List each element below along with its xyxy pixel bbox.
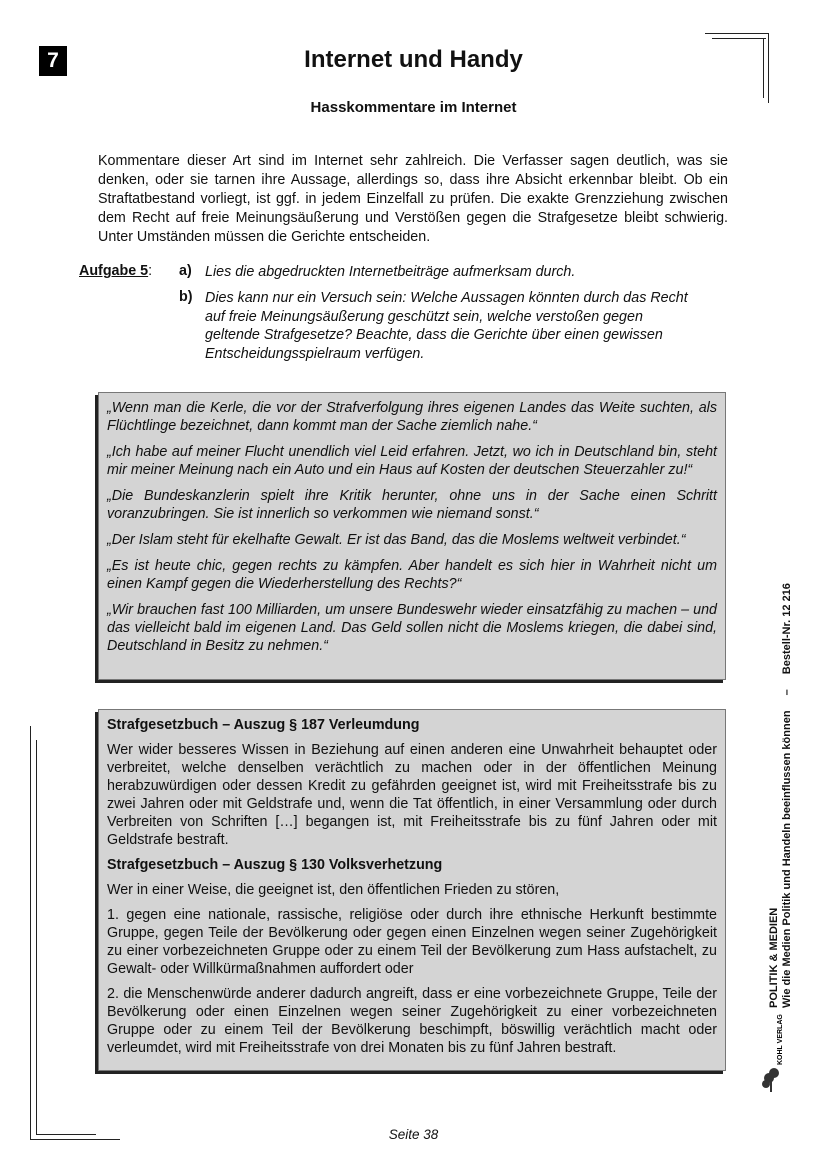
quote-item: „Ich habe auf meiner Flucht unendlich viel Leid erfahren. Jetzt, wo ich in Deutschland bin, steht mir meiner Meinung nach ein Auto und ein Haus auf Kosten der deutschen Steuerzahler zu!“ — [107, 444, 717, 478]
task-label-text: Aufgabe 5 — [79, 263, 149, 279]
law-text-130-intro: Wer in einer Weise, die geeignet ist, den öffentlichen Frieden zu stören, — [107, 882, 560, 898]
frame-left-line — [30, 726, 31, 1140]
task-label — [79, 263, 152, 279]
side-series: POLITIK & MEDIEN — [768, 907, 780, 1008]
chapter-number-badge: 7 — [39, 46, 67, 76]
page-subtitle: Hasskommentare im Internet — [310, 99, 517, 116]
side-order-number: Bestell-Nr. 12 216 — [781, 583, 793, 675]
side-separator: – — [781, 689, 793, 696]
task-a-text: Lies die abgedruckten Internetbeiträge aufmerksam durch. — [205, 264, 576, 280]
law-text-130-item-1: 1. gegen eine nationale, rassische, religiöse oder durch ihre ethnische Herkunft bestimmte Gruppe, gegen Teile der Bevölkerung oder gegen einen Einzelnen wegen seiner Zugehörigkeit zu einer vorbezeichneten Gruppe oder zu einem Teil der Bevölkerung zum Hass aufstachelt, zu Gewalt- oder Willkürmaßnahmen auffordert oder — [107, 907, 717, 977]
law-box — [98, 709, 726, 1071]
task-label-colon: : — [148, 263, 153, 279]
task-b-letter: b) — [179, 289, 193, 305]
quote-item: „Die Bundeskanzlerin spielt ihre Kritik herunter, ohne uns in der Sache einen Schritt voranzubringen. Sie ist innerlich so verkommen wie niemand sonst.“ — [107, 488, 717, 522]
task-a-letter: a) — [179, 263, 192, 279]
quote-item: „Es ist heute chic, gegen rechts zu kämpfen. Aber handelt es sich hier in Wahrheit nicht um einen Kampf gegen die Wiederherstellung des Rechts?“ — [107, 558, 717, 592]
page-title: Internet und Handy — [304, 46, 523, 73]
side-line-2 — [781, 583, 794, 1008]
publisher-logo-icon — [760, 1010, 794, 1095]
quote-item: „Wenn man die Kerle, die vor der Strafverfolgung ihres eigenen Landes das Weite suchten, als Flüchtlinge bezeichnet, dann kommt man der Sache ziemlich nahe.“ — [107, 400, 717, 434]
side-publication-info — [768, 583, 794, 1008]
frame-top-line — [705, 33, 769, 34]
side-book-title: Wie die Medien Politik und Handeln beeinflussen können — [781, 710, 793, 1008]
quote-item: „Der Islam steht für ekelhafte Gewalt. Er ist das Band, das die Moslems weltweit verbindet.“ — [107, 532, 686, 548]
publisher-logo-text: KOHL VERLAG — [777, 1014, 784, 1065]
law-heading-130: Strafgesetzbuch – Auszug § 130 Volksverhetzung — [107, 857, 443, 873]
quote-item: „Wir brauchen fast 100 Milliarden, um unsere Bundeswehr wieder einsatzfähig zu machen – und das vielleicht bald im eigenen Land. Das Geld sollen nicht die Moslems kriegen, die dabei sind, Deutschland in Besitz zu nehmen.“ — [107, 602, 717, 654]
law-text-187: Wer wider besseres Wissen in Beziehung auf einen anderen eine Unwahrheit behauptet oder verbreitet, welche denselben verächtlich zu machen oder in der öffentlichen Meinung herabzuwürdigen oder dessen Kredit zu gefährden geeignet ist, wird mit Freiheitsstrafe bis zu zwei Jahren oder mit Geldstrafe und, wenn die Tat öffentlich, in einer Versammlung oder durch Verbreiten von Schriften […] begangen ist, mit Freiheitsstrafe bis zu fünf Jahren oder mit Geldstrafe bestraft. — [107, 742, 717, 848]
frame-left-line-inner — [36, 740, 37, 1135]
law-heading-187: Strafgesetzbuch – Auszug § 187 Verleumdung — [107, 717, 420, 733]
quotes-box — [98, 392, 726, 680]
frame-top-line-inner — [712, 38, 766, 39]
task-b-text: Dies kann nur ein Versuch sein: Welche Aussagen könnten durch das Recht auf freie Meinungsäußerung geschützt sein, welche verstoßen gegen geltende Strafgesetze? Beachte, dass die Gerichte über einen gewissen Entscheidungsspielraum verfügen. — [205, 290, 688, 362]
law-text-130-item-2: 2. die Menschenwürde anderer dadurch angreift, dass er eine vorbezeichnete Gruppe, Teile der Bevölkerung oder einen Einzelnen wegen seiner Zugehörigkeit zu einer vorbezeichneten Gruppe oder zu einem Teil der Bevölkerung beschimpft, böswillig verächtlich macht oder verleumdet, wird mit Freiheitsstrafe von drei Monaten bis zu fünf Jahren bestraft. — [107, 986, 717, 1056]
page-number: Seite 38 — [388, 1127, 439, 1142]
intro-paragraph: Kommentare dieser Art sind im Internet sehr zahlreich. Die Verfasser sagen deutlich, was sie denken, oder sie tarnen ihre Aussage, allerdings so, dass ihre Absicht erkennbar bleibt. Ob ein Straftatbestand vorliegt, ist ggf. in jedem Einzelfall zu prüfen. Die exakte Grenzziehung zwischen dem Recht auf freie Meinungsäußerung und Verstößen gegen die Strafgesetze bleibt schwierig. Unter Umständen müssen die Gerichte entscheiden. — [98, 153, 728, 245]
